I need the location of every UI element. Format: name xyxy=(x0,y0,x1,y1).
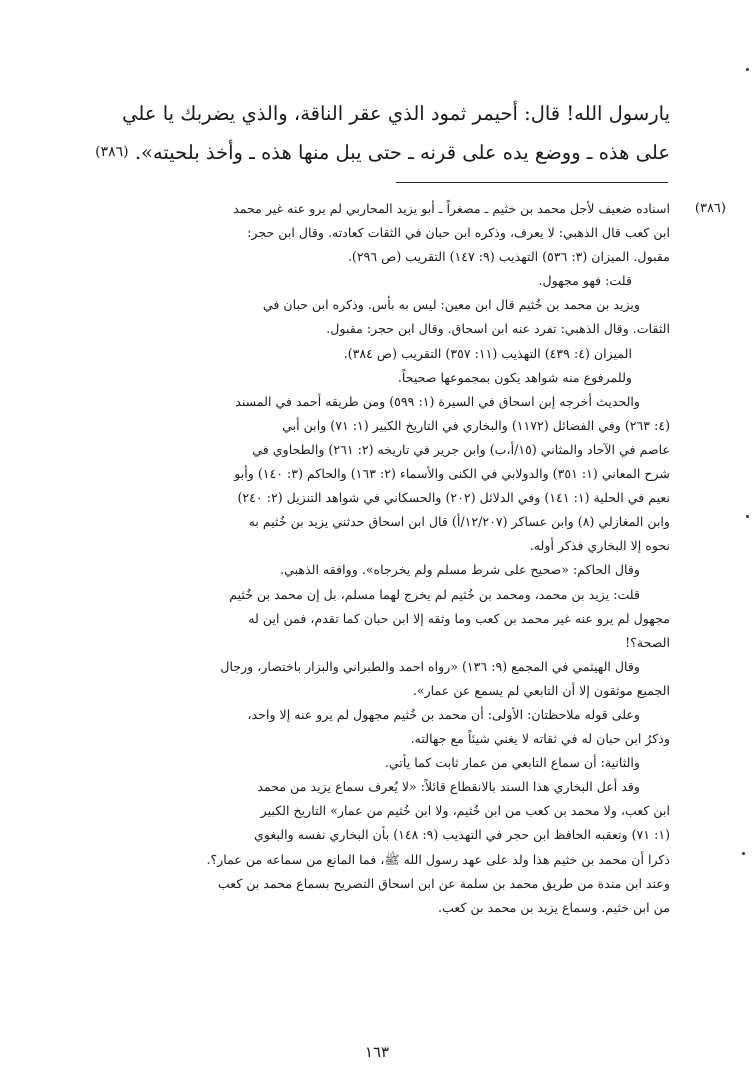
footnote-number: (٣٨٦) xyxy=(694,201,726,216)
footnote-line: ابن كعب، ولا محمد بن كعب من ابن خُثيم، ولا ابن خُثيم من عمار» التاريخ الكبير xyxy=(260,803,670,819)
scan-speck xyxy=(746,68,749,71)
page-number: ١٦٣ xyxy=(364,1043,390,1061)
main-text-line: يارسول الله! قال: أحيمر ثمود الذي عقر الناقة، والذي يضربك يا علي xyxy=(122,102,670,125)
footnote-line: الجميع موثقون إلا أن التابعي لم يسمع عن عمار». xyxy=(412,682,670,698)
footnote-line: الميزان (٤: ٤٣٩) التهذيب (١١: ٣٥٧) التقريب (ص ٣٨٤). xyxy=(343,345,632,361)
footnote-line: وقال الحاكم: «صحيح على شرط مسلم ولم يخرجاه». ووافقه الذهبي. xyxy=(280,562,640,578)
footnote-line: وللمرفوع منه شواهد يكون بمجموعها صحيحاً. xyxy=(397,369,632,385)
footnote-line: وابن المغازلي (٨) وابن عساكر (١٢/٢٠٧/أ) قال ابن اسحاق حدثني يزيد بن خُثيم به xyxy=(248,514,670,530)
footnote-line: والثانية: أن سماع التابعي من عمار ثابت كما يأتي. xyxy=(384,755,640,771)
footnote-separator xyxy=(396,182,668,183)
footnote-line: الثقات. وقال الذهبي: تفرد عنه ابن اسحاق. وقال ابن حجر: مقبول. xyxy=(326,321,670,337)
footnote-line: وقد أعل البخاري هذا السند بالانقطاع قائلاً: «لا يُعرف سماع يزيد من محمد xyxy=(257,779,640,795)
footnote-line: من ابن خثيم. وسماع يزيد بن محمد بن كعب. xyxy=(438,899,670,915)
scan-speck xyxy=(742,852,745,855)
footnote-line: (١: ٧١) وتعقبه الحافظ ابن حجر في التهذيب (٩: ١٤٨) بأن البخاري نفسه والبغوي xyxy=(254,827,670,843)
footnote-line: وقال الهيثمي في المجمع (٩: ١٣٦) «رواه احمد والطبراني والبزار باختصار، ورجال xyxy=(220,658,640,674)
footnote-line: مجهول لم يرو عنه غير محمد بن كعب وما وثقه إلا ابن حبان كما تقدم، فمن اين له xyxy=(248,610,670,626)
footnote-line: نعيم في الحلية (١: ١٤١) وفي الدلائل (٢٠٢) والحسكاني في شواهد التنزيل (٢: ٢٤٠) xyxy=(237,490,670,506)
main-text-line-content: على هذه ـ ووضع يده على قرنه ـ حتى يبل منها هذه ـ وأخذ بلحيته». xyxy=(134,141,670,164)
scan-speck xyxy=(746,515,749,518)
footnote-line: قلت: فهو مجهول. xyxy=(538,273,632,289)
footnote-text xyxy=(42,197,670,920)
footnote-line: ويزيد بن محمد بن خُثيم قال ابن معين: ليس به بأس. وذكره ابن حبان في xyxy=(262,297,640,313)
footnote-line: وعند ابن مندة من طريق محمد بن سلمة عن ابن اسحاق التصريح بسماع محمد بن كعب xyxy=(217,875,670,891)
footnote-line: وذكرُ ابن حبان له في ثقاته لا يغني شيئاً مع جهالته. xyxy=(410,731,670,747)
footnote-line: شرح المعاني (١: ٣٥١) والدولابي في الكنى والأسماء (٢: ١٦٣) والحاكم (٣: ١٤٠) وأبو xyxy=(234,466,670,482)
main-text xyxy=(74,94,670,172)
footnote-line: (٤: ٢٦٣) وفي الفضائل (١١٧٢) والبخاري في التاريخ الكبير (١: ٧١) وابن أبي xyxy=(282,417,670,433)
footnote-line: مقبول. الميزان (٣: ٥٣٦) التهذيب (٩: ١٤٧) التقريب (ص ٢٩٦). xyxy=(347,249,670,265)
footnote-line: ابن كعب قال الذهبي: لا يعرف، وذكره ابن حبان في الثقات كعادته. وقال ابن حجر: xyxy=(247,225,670,241)
footnote-line: والحديث أخرجه إبن اسحاق في السيرة (١: ٥٩٩) ومن طريقه أحمد في المسند xyxy=(235,393,640,409)
footnote-line: قلت: يزيد بن محمد، ومحمد بن خُثيم لم يخرج لهما مسلم، بل إن محمد بن خُثيم xyxy=(229,586,640,602)
footnote-line: اسناده ضعيف لأجل محمد بن خثيم ـ مصغراً ـ أبو يزيد المحاربي لم يرو عنه غير محمد xyxy=(233,201,670,216)
footnote-reference: (٣٨٦) xyxy=(95,144,129,160)
footnote-line: وعلى قوله ملاحظتان: الأولى: أن محمد بن خُثيم مجهول لم يرو عنه إلا واحد، xyxy=(247,706,640,722)
footnote-line: نحوه إلا البخاري فذكر أوله. xyxy=(529,538,670,554)
footnote-line: الصحة؟! xyxy=(625,634,670,650)
main-text-line xyxy=(74,133,670,172)
footnote-line: ذكرا أن محمد بن خثيم هذا ولد على عهد رسول الله ﷺ، فما المانع من سماعه من عمار؟. xyxy=(206,851,670,867)
footnote-line: عاصم في الآحاد والمثاني (١٥/أ،ب) وابن جرير في تاريخه (٢: ٢٦١) والطحاوي في xyxy=(252,441,670,457)
